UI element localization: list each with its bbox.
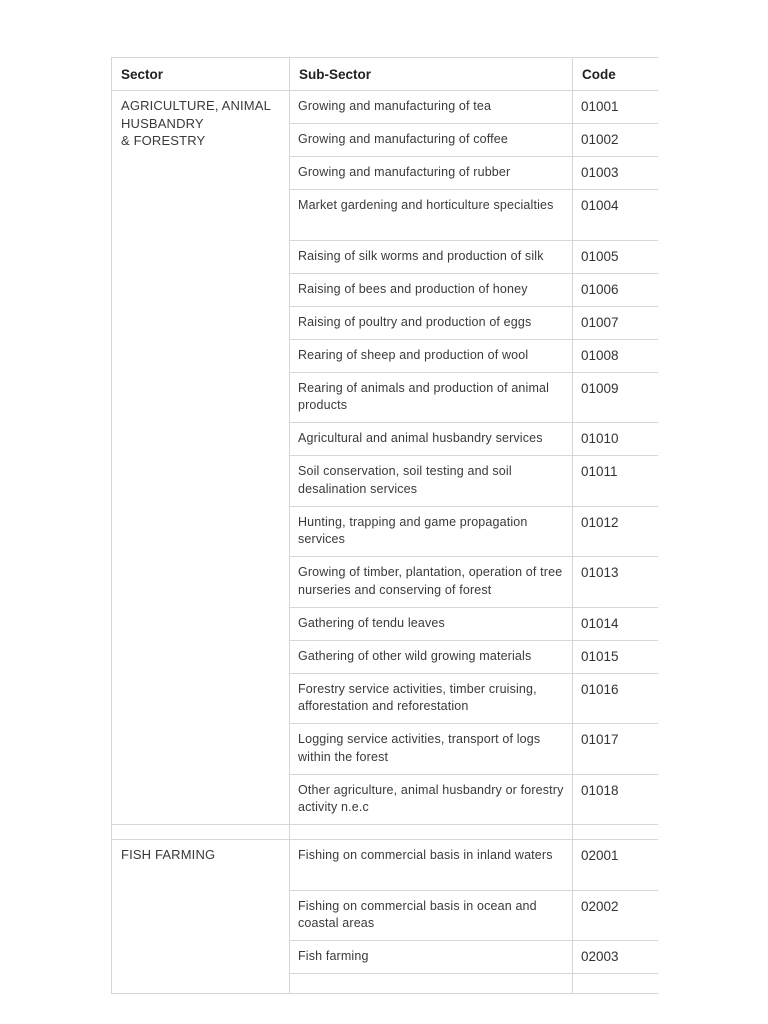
- sub-sector-cell: Market gardening and horticulture specialties: [290, 190, 573, 241]
- code-cell: 02003: [573, 941, 659, 974]
- sector-line: HUSBANDRY: [121, 115, 204, 131]
- sub-sector-cell: Fishing on commercial basis in ocean and coastal areas: [290, 890, 573, 941]
- sub-sector-cell: Raising of poultry and production of eggs: [290, 306, 573, 339]
- sub-sector-cell: Fishing on commercial basis in inland waters: [290, 840, 573, 891]
- spacer-cell: [112, 825, 290, 840]
- column-header-sector: Sector: [112, 58, 290, 91]
- sub-sector-cell: Rearing of sheep and production of wool: [290, 339, 573, 372]
- sub-sector-cell: Raising of silk worms and production of silk: [290, 240, 573, 273]
- sub-sector-cell: Gathering of other wild growing materials: [290, 640, 573, 673]
- empty-cell: [290, 974, 573, 994]
- code-cell: 02002: [573, 890, 659, 941]
- column-header-sub-sector: Sub-Sector: [290, 58, 573, 91]
- sector-line: & FORESTRY: [121, 133, 206, 148]
- sub-sector-cell: Other agriculture, animal husbandry or forestry activity n.e.c: [290, 774, 573, 825]
- code-cell: 01015: [573, 640, 659, 673]
- code-cell: 01016: [573, 673, 659, 724]
- sub-sector-cell: Soil conservation, soil testing and soil desalination services: [290, 456, 573, 507]
- code-cell: 01011: [573, 456, 659, 507]
- sector-cell-agriculture: [112, 91, 290, 825]
- code-cell: 01003: [573, 157, 659, 190]
- table-header-row: [112, 58, 659, 91]
- code-cell: 01009: [573, 372, 659, 423]
- spacer-cell: [573, 825, 659, 840]
- table-row: [112, 91, 659, 124]
- column-header-code: Code: [573, 58, 659, 91]
- code-cell: 01012: [573, 506, 659, 557]
- spacer-row: [112, 825, 659, 840]
- code-cell: 01002: [573, 124, 659, 157]
- sub-sector-cell: Forestry service activities, timber cruising, afforestation and reforestation: [290, 673, 573, 724]
- sub-sector-cell: Gathering of tendu leaves: [290, 607, 573, 640]
- sub-sector-cell: Rearing of animals and production of animal products: [290, 372, 573, 423]
- code-cell: 01013: [573, 557, 659, 608]
- code-cell: 01017: [573, 724, 659, 775]
- code-cell: 02001: [573, 840, 659, 891]
- code-cell: 01005: [573, 240, 659, 273]
- sub-sector-cell: Agricultural and animal husbandry services: [290, 423, 573, 456]
- sub-sector-cell: Logging service activities, transport of logs within the forest: [290, 724, 573, 775]
- code-cell: 01007: [573, 306, 659, 339]
- sector-line: FISH FARMING: [121, 847, 216, 862]
- code-cell: 01008: [573, 339, 659, 372]
- sub-sector-cell: Growing and manufacturing of rubber: [290, 157, 573, 190]
- code-cell: 01010: [573, 423, 659, 456]
- spacer-cell: [290, 825, 573, 840]
- code-cell: 01004: [573, 190, 659, 241]
- sub-sector-cell: Hunting, trapping and game propagation services: [290, 506, 573, 557]
- code-cell: 01018: [573, 774, 659, 825]
- sector-code-table: [111, 57, 658, 994]
- code-cell: 01014: [573, 607, 659, 640]
- sub-sector-cell: Raising of bees and production of honey: [290, 273, 573, 306]
- code-cell: 01006: [573, 273, 659, 306]
- sector-line: AGRICULTURE, ANIMAL: [121, 98, 271, 113]
- document-page: [111, 57, 658, 1024]
- sector-cell-fish-farming: [112, 840, 290, 994]
- code-cell: 01001: [573, 91, 659, 124]
- empty-cell: [573, 974, 659, 994]
- sub-sector-cell: Growing of timber, plantation, operation of tree nurseries and conserving of forest: [290, 557, 573, 608]
- table-row: [112, 840, 659, 891]
- sub-sector-cell: Growing and manufacturing of coffee: [290, 124, 573, 157]
- sub-sector-cell: Fish farming: [290, 941, 573, 974]
- sub-sector-cell: Growing and manufacturing of tea: [290, 91, 573, 124]
